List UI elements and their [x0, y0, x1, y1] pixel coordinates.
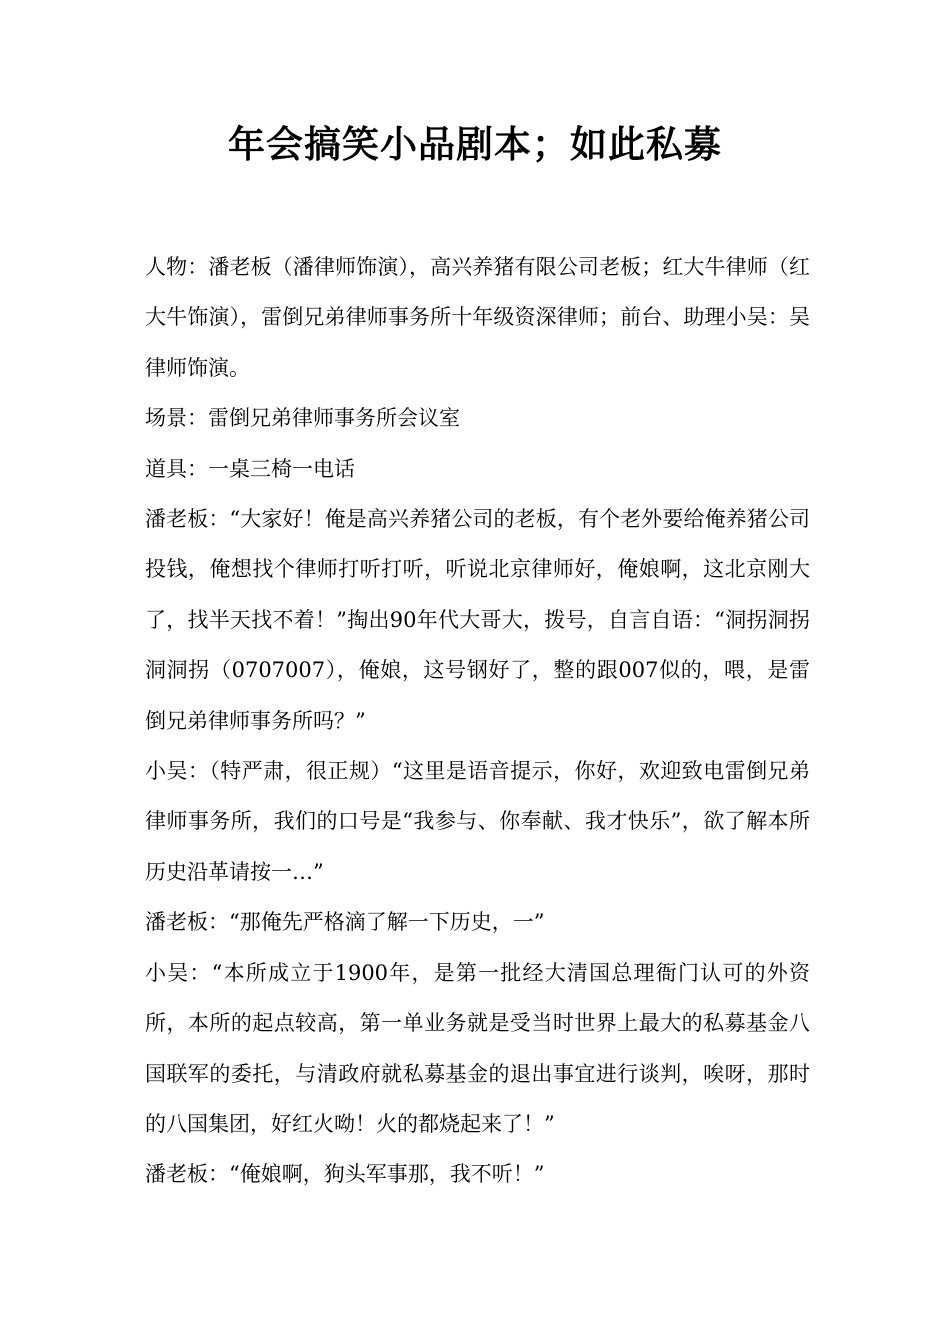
document-body: [145, 242, 810, 1200]
paragraph-dialogue: 潘老板：“大家好！俺是高兴养猪公司的老板，有个老外要给俺养猪公司投钱，俺想找个律师打听打听，听说北京律师好，俺娘啊，这北京刚大了，找半天找不着！”掏出90年代大哥大，拨号，自言自语：“洞拐洞拐洞洞拐（0707007），俺娘，这号钢好了，整的跟007似的，喂，是雷倒兄弟律师事务所吗？”: [145, 507, 810, 733]
document-title: 年会搞笑小品剧本；如此私募: [228, 122, 722, 166]
paragraph-scene: 场景：雷倒兄弟律师事务所会议室: [145, 406, 460, 431]
paragraph-props: 道具：一桌三椅一电话: [145, 456, 355, 481]
paragraph-dialogue: 潘老板：“那俺先严格滴了解一下历史，一”: [145, 910, 545, 935]
paragraph-dialogue: 潘老板：“俺娘啊，狗头军事那，我不听！”: [145, 1162, 545, 1187]
paragraph-dialogue: 小吴：（特严肃，很正规）“这里是语音提示，你好，欢迎致电雷倒兄弟律师事务所，我们的口号是“我参与、你奉献、我才快乐”，欲了解本所历史沿革请按一…”: [145, 759, 810, 884]
paragraph-characters: 人物：潘老板（潘律师饰演），高兴养猪有限公司老板；红大牛律师（红大牛饰演），雷倒兄弟律师事务所十年级资深律师；前台、助理小吴：吴律师饰演。: [145, 255, 810, 380]
paragraph-dialogue: 小吴：“本所成立于1900年，是第一批经大清国总理衙门认可的外资所，本所的起点较高，第一单业务就是受当时世界上最大的私募基金八国联军的委托，与清政府就私募基金的退出事宜进行谈判，唉呀，那时的八国集团，好红火呦！火的都烧起来了！”: [145, 960, 810, 1136]
